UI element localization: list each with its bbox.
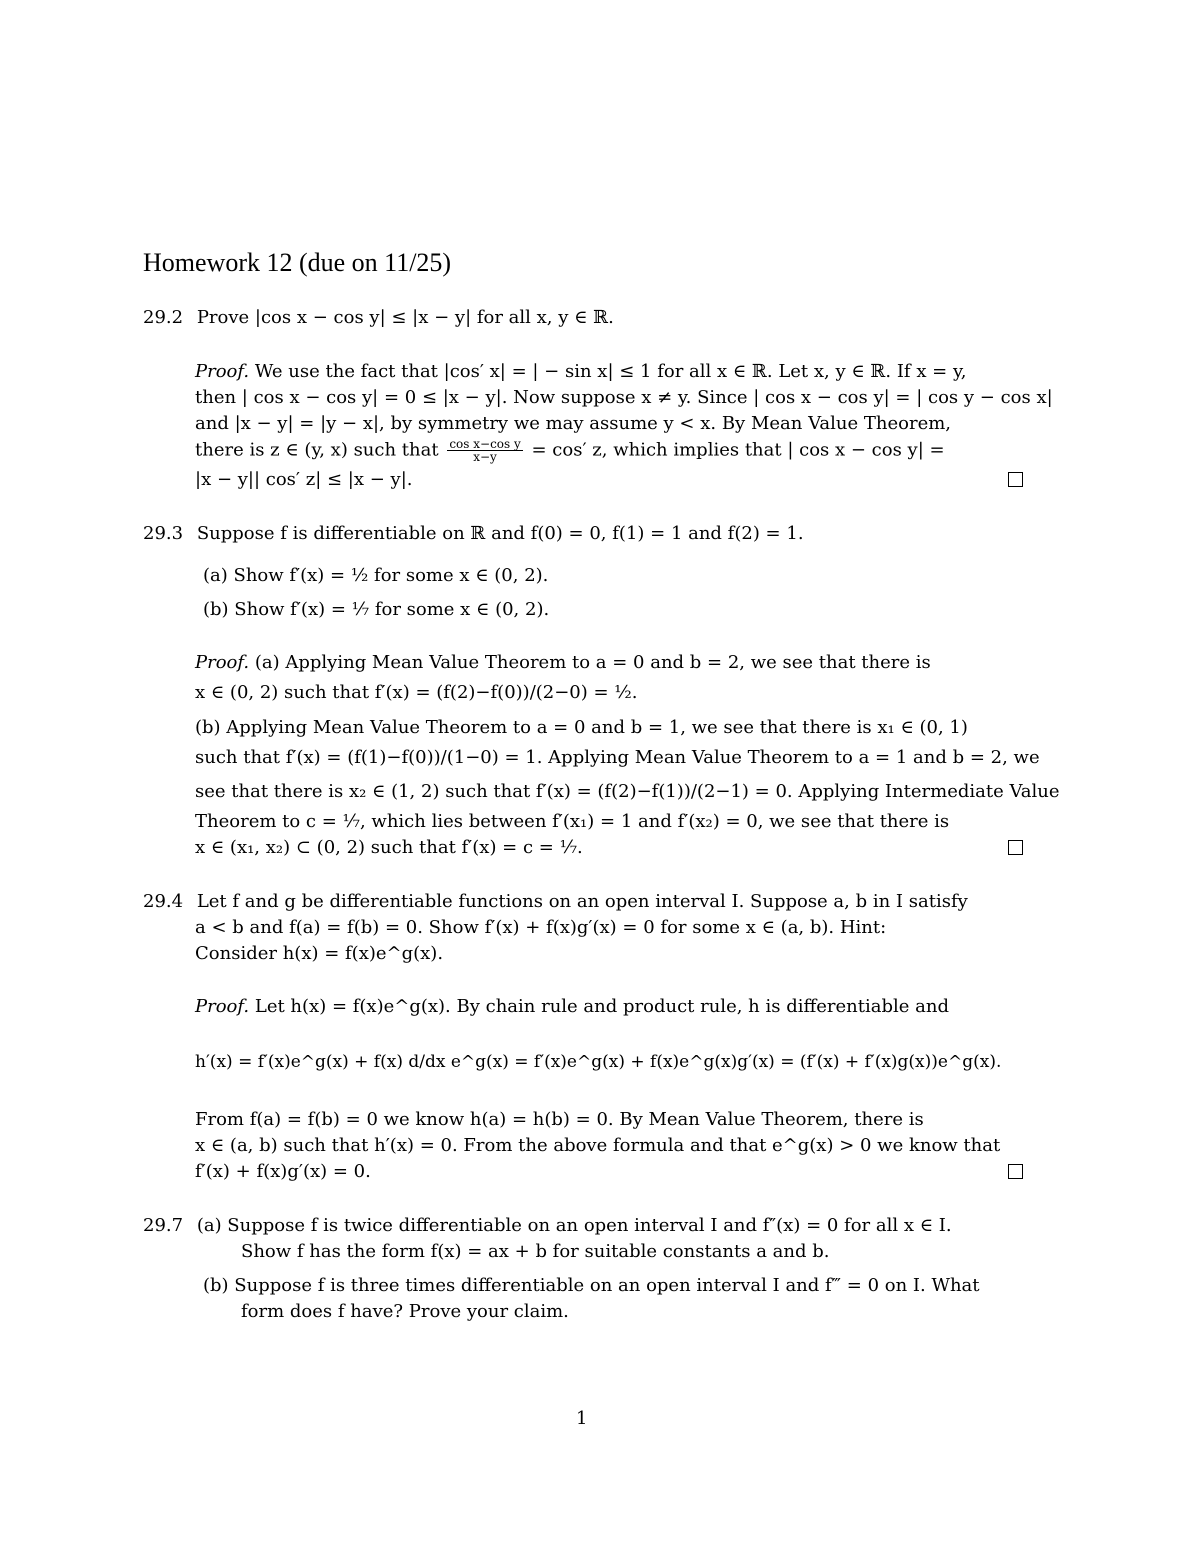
- problem-29-3: [143, 522, 804, 546]
- problem-part-b: form does f have? Prove your claim.: [241, 1301, 569, 1322]
- problem-part-a: (a) Show f′(x) = ½ for some x ∈ (0, 2).: [203, 565, 549, 586]
- problem-statement: Suppose f is differentiable on ℝ and f(0) = 0, f(1) = 1 and f(2) = 1.: [196, 523, 804, 544]
- problem-29-7: [143, 1214, 952, 1238]
- proof-label: Proof.: [195, 652, 250, 673]
- proof-line: [195, 651, 931, 675]
- proof-line: [195, 995, 949, 1019]
- problem-part-b: (b) Show f′(x) = ⅐ for some x ∈ (0, 2).: [203, 599, 550, 620]
- fraction-denominator: x−y: [473, 450, 497, 464]
- display-equation: h′(x) = f′(x)e^g(x) + f(x) d/dx e^g(x) = f′(x)e^g(x) + f(x)e^g(x)g′(x) = (f′(x) + f′(x)g(x))e^g(x).: [195, 1052, 1002, 1072]
- page-title: Homework 12 (due on 11/25): [143, 248, 452, 277]
- proof-line: then | cos x − cos y| = 0 ≤ |x − y|. Now suppose x ≠ y. Since | cos x − cos y| = | cos y − cos x|: [195, 387, 1053, 408]
- problem-29-2: [143, 306, 614, 330]
- page-number: 1: [576, 1408, 588, 1429]
- problem-number: 29.4: [143, 891, 184, 912]
- proof-label: Proof.: [195, 361, 250, 382]
- fraction-numerator: cos x−cos y: [449, 437, 521, 451]
- proof-text: (a) Applying Mean Value Theorem to a = 0 and b = 2, we see that there is: [254, 652, 931, 673]
- qed-icon: [1008, 1164, 1023, 1179]
- problem-number: 29.2: [143, 307, 184, 328]
- proof-text: there is z ∈ (y, x) such that: [195, 439, 439, 461]
- proof-label: Proof.: [195, 996, 250, 1017]
- problem-part-b: (b) Suppose f is three times differentiable on an open interval I and f‴ = 0 on I. What: [203, 1275, 980, 1296]
- problem-29-4: [143, 890, 968, 914]
- proof-text: We use the fact that |cos′ x| = | − sin x| ≤ 1 for all x ∈ ℝ. Let x, y ∈ ℝ. If x = y,: [254, 361, 967, 382]
- proof-line: (b) Applying Mean Value Theorem to a = 0 and b = 1, we see that there is x₁ ∈ (0, 1): [195, 717, 968, 738]
- proof-text: Let h(x) = f(x)e^g(x). By chain rule and product rule, h is differentiable and: [254, 996, 949, 1017]
- problem-statement: Prove |cos x − cos y| ≤ |x − y| for all x, y ∈ ℝ.: [196, 307, 614, 328]
- problem-part-a: (a) Suppose f is twice differentiable on an open interval I and f″(x) = 0 for all x ∈ I.: [196, 1215, 952, 1236]
- proof-line: x ∈ (x₁, x₂) ⊂ (0, 2) such that f′(x) = c = ⅐.: [195, 837, 583, 858]
- problem-part-a: Show f has the form f(x) = ax + b for suitable constants a and b.: [241, 1241, 830, 1262]
- proof-line: |x − y|| cos′ z| ≤ |x − y|.: [195, 469, 413, 490]
- qed-icon: [1008, 840, 1023, 855]
- problem-number: 29.7: [143, 1215, 184, 1236]
- proof-line: x ∈ (a, b) such that h′(x) = 0. From the above formula and that e^g(x) > 0 we know that: [195, 1135, 1001, 1156]
- problem-number: 29.3: [143, 523, 184, 544]
- problem-statement: Let f and g be differentiable functions on an open interval I. Suppose a, b in I satisfy: [196, 891, 968, 912]
- proof-line: and |x − y| = |y − x|, by symmetry we may assume y < x. By Mean Value Theorem,: [195, 413, 952, 434]
- proof-line: [195, 360, 967, 384]
- proof-line: [195, 438, 945, 463]
- proof-line: From f(a) = f(b) = 0 we know h(a) = h(b) = 0. By Mean Value Theorem, there is: [195, 1109, 924, 1130]
- proof-line: x ∈ (0, 2) such that f′(x) = (f(2)−f(0))/(2−0) = ½.: [195, 682, 638, 703]
- problem-statement: Consider h(x) = f(x)e^g(x).: [195, 943, 444, 964]
- proof-line: see that there is x₂ ∈ (1, 2) such that f′(x) = (f(2)−f(1))/(2−1) = 0. Applying Intermediate Value: [195, 781, 1060, 802]
- proof-line: such that f′(x) = (f(1)−f(0))/(1−0) = 1. Applying Mean Value Theorem to a = 1 and b = 2, we: [195, 747, 1040, 768]
- proof-line: Theorem to c = ⅐, which lies between f′(x₁) = 1 and f′(x₂) = 0, we see that there is: [195, 811, 950, 832]
- proof-line: f′(x) + f(x)g′(x) = 0.: [195, 1161, 371, 1182]
- problem-statement: a < b and f(a) = f(b) = 0. Show f′(x) + f(x)g′(x) = 0 for some x ∈ (a, b). Hint:: [195, 917, 887, 938]
- fraction: [447, 438, 522, 463]
- qed-icon: [1008, 472, 1023, 487]
- proof-text: = cos′ z, which implies that | cos x − cos y| =: [531, 439, 945, 461]
